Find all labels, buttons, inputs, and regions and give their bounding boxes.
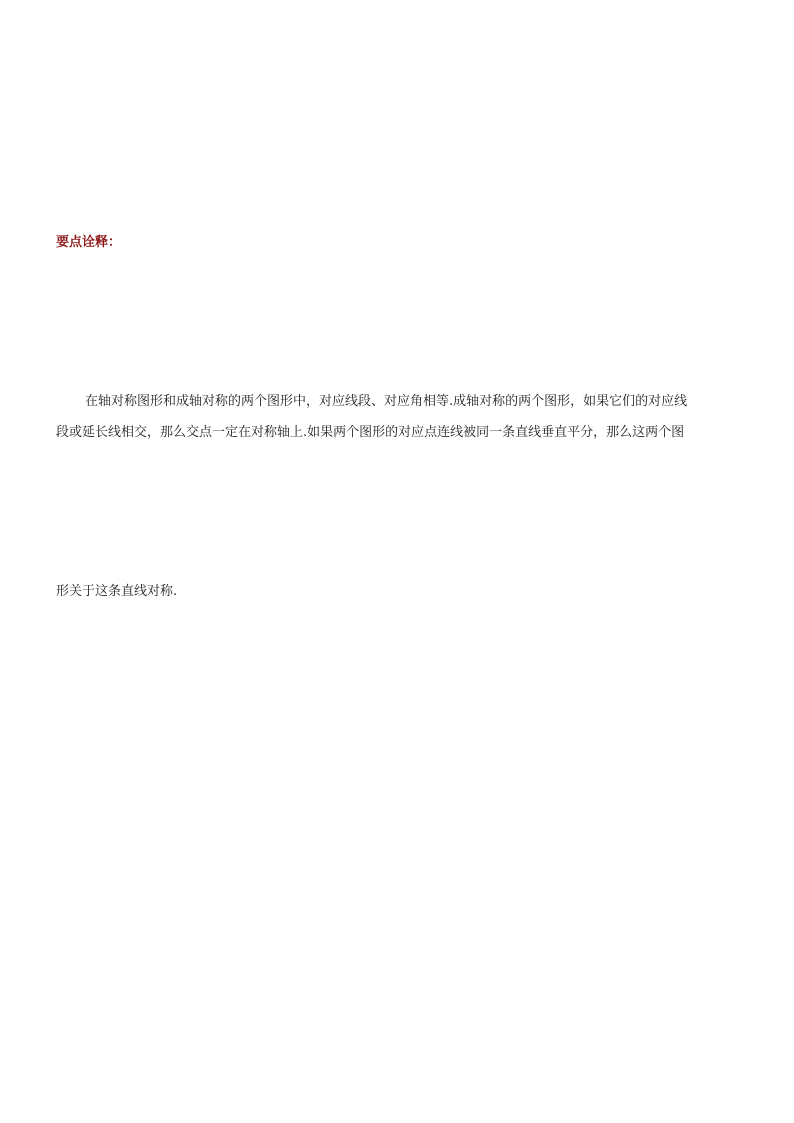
section-heading: 要点诠释： xyxy=(56,235,122,250)
paragraph-line-1: 在轴对称图形和成轴对称的两个图形中，对应线段、对应角相等.成轴对称的两个图形，如果它们的对应线 xyxy=(85,394,688,409)
paragraph-line-3: 形关于这条直线对称. xyxy=(56,584,178,599)
paragraph-line-2: 段或延长线相交，那么交点一定在对称轴上.如果两个图形的对应点连线被同一条直线垂直平分，那么这两个图 xyxy=(56,425,685,440)
